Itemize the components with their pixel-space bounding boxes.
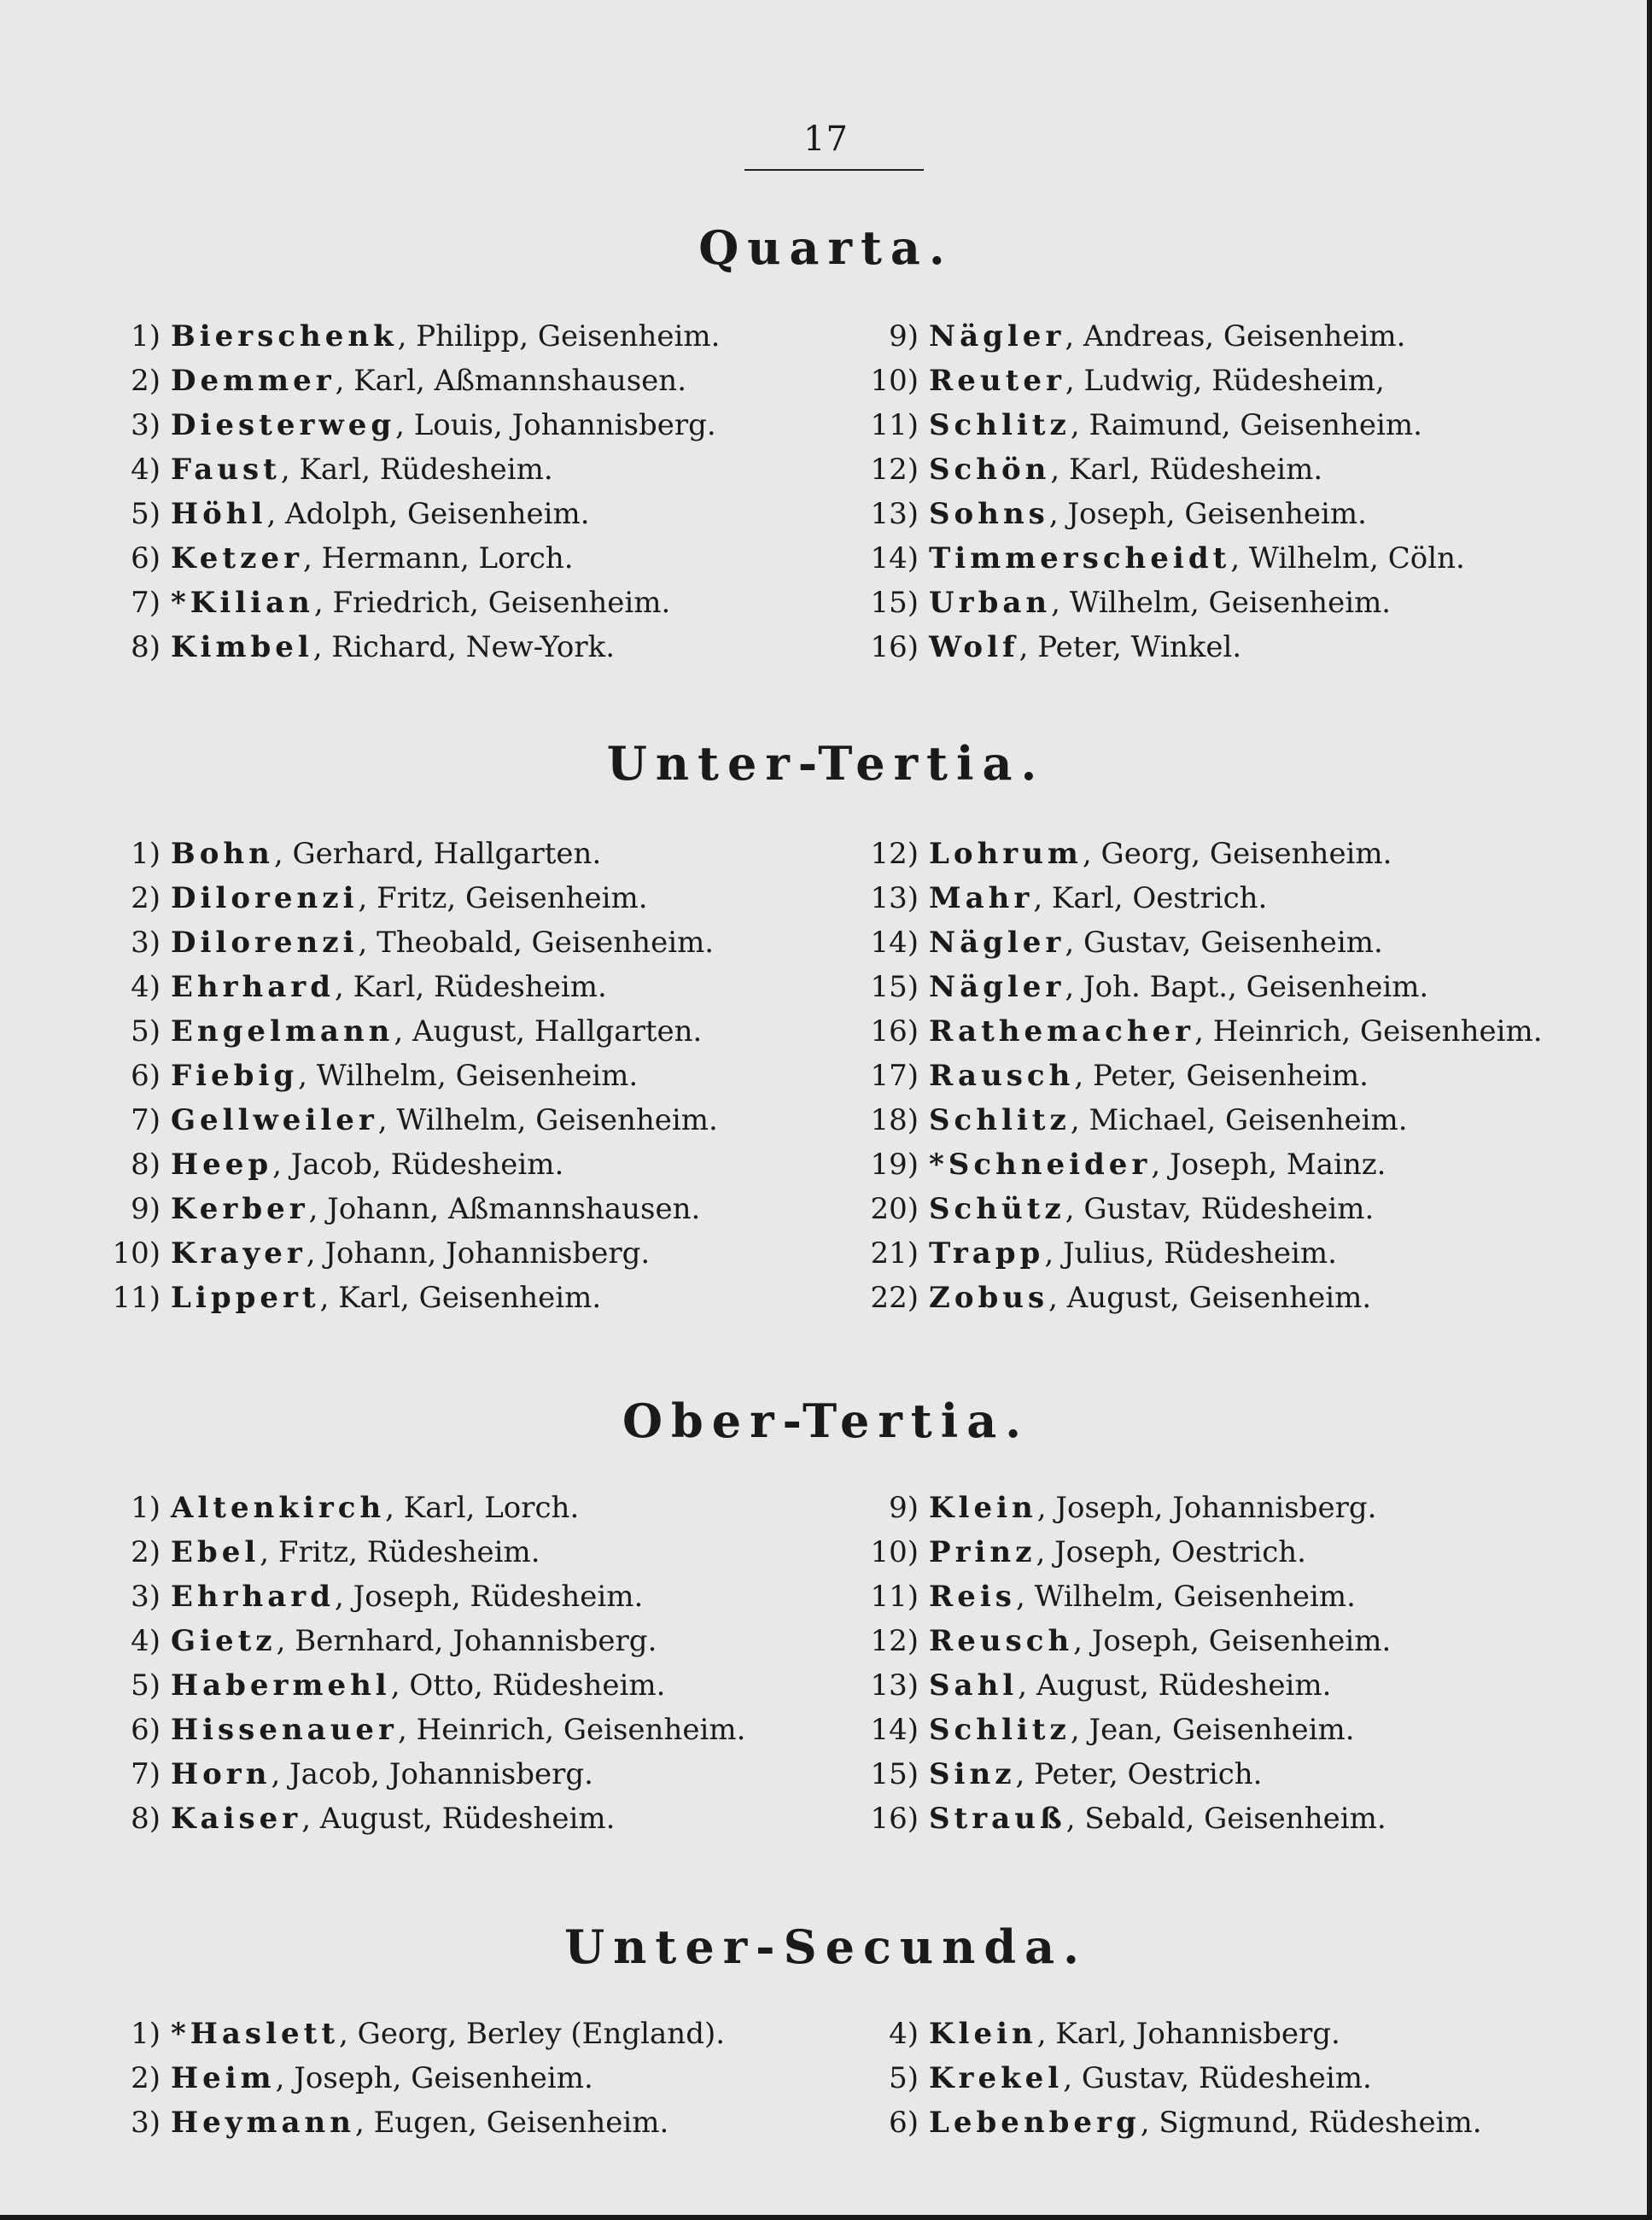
student-details: , Wilhelm, Geisenheim. [1015, 1580, 1356, 1614]
student-entry [859, 314, 1465, 359]
entry-number: 9) [889, 319, 919, 353]
student-details: , Heinrich, Geisenheim. [1194, 1014, 1543, 1049]
entry-number: 16) [870, 630, 919, 664]
unter-tertia-right-list [859, 832, 1543, 1320]
student-surname: *Schneider [929, 1148, 1152, 1182]
student-surname: Lippert [171, 1281, 320, 1315]
student-surname: Reuter [929, 364, 1065, 398]
student-surname: Timmerscheidt [929, 541, 1231, 575]
student-entry [101, 1708, 745, 1752]
student-details: , Ludwig, Rüdesheim, [1065, 364, 1385, 398]
student-surname: Sahl [929, 1668, 1019, 1703]
entry-number: 6) [131, 541, 161, 575]
entry-number: 3) [131, 2106, 161, 2140]
student-surname: Heymann [171, 2106, 355, 2140]
entry-number: 19) [870, 1148, 919, 1182]
entry-number: 8) [131, 1148, 161, 1182]
student-details: , Jacob, Johannisberg. [271, 1757, 593, 1791]
entry-number: 4) [131, 970, 161, 1004]
unter-secunda-right-list [859, 2012, 1482, 2145]
student-surname: Klein [929, 2017, 1037, 2051]
entry-number: 1) [131, 1491, 161, 1525]
entry-number: 15) [870, 586, 919, 620]
header-rule [744, 169, 924, 171]
student-surname: Ehrhard [171, 1580, 335, 1614]
student-details: , Gustav, Rüdesheim. [1065, 1192, 1375, 1226]
entry-number: 1) [131, 319, 161, 353]
student-entry [101, 1231, 718, 1276]
entry-number: 5) [131, 1014, 161, 1049]
student-entry [101, 1574, 745, 1619]
student-details: , August, Rüdesheim. [301, 1802, 616, 1836]
entry-number: 10) [112, 1236, 161, 1271]
student-surname: Dilorenzi [171, 926, 359, 960]
student-surname: Rathemacher [929, 1014, 1195, 1049]
student-entry [859, 359, 1465, 403]
entry-number: 22) [870, 1281, 919, 1315]
student-details: , August, Rüdesheim. [1018, 1668, 1332, 1703]
student-entry [859, 2012, 1482, 2056]
student-surname: Strauß [929, 1802, 1066, 1836]
ober-tertia-right-list [859, 1486, 1391, 1841]
student-details: , Joseph, Johannisberg. [1036, 1491, 1377, 1525]
page-number: 17 [803, 120, 849, 159]
student-entry [859, 536, 1465, 581]
student-details: , Gerhard, Hallgarten. [273, 837, 602, 871]
student-surname: Nägler [929, 970, 1065, 1004]
student-details: , Raimund, Geisenheim. [1070, 408, 1422, 442]
student-details: , Joseph, Geisenheim. [1048, 497, 1367, 531]
student-details: , Peter, Oestrich. [1015, 1757, 1263, 1791]
quarta-right-list [859, 314, 1465, 669]
student-surname: Gietz [171, 1624, 277, 1658]
student-entry [859, 581, 1465, 625]
student-surname: Rausch [929, 1059, 1075, 1093]
student-details: , Sebald, Geisenheim. [1065, 1802, 1386, 1836]
student-surname: Heim [171, 2061, 276, 2095]
student-surname: Reusch [929, 1624, 1074, 1658]
student-entry [101, 1009, 718, 1054]
student-details: , Julius, Rüdesheim. [1044, 1236, 1337, 1271]
student-surname: Horn [171, 1757, 271, 1791]
student-details: , Karl, Rüdesheim. [1050, 453, 1323, 487]
student-entry [859, 1663, 1391, 1708]
student-details: , Joseph, Mainz. [1151, 1148, 1386, 1182]
student-surname: Fiebig [171, 1059, 299, 1093]
student-entry [101, 920, 718, 965]
student-details: , Karl, Geisenheim. [319, 1281, 602, 1315]
student-surname: Dilorenzi [171, 881, 359, 915]
student-surname: Habermehl [171, 1668, 391, 1703]
unter-tertia-left-list [101, 832, 718, 1320]
student-surname: Kerber [171, 1192, 309, 1226]
student-entry [101, 625, 720, 669]
entry-number: 1) [131, 837, 161, 871]
entry-number: 5) [131, 1668, 161, 1703]
entry-number: 6) [889, 2106, 919, 2140]
student-details: , Heinrich, Geisenheim. [397, 1713, 746, 1747]
student-surname: *Haslett [171, 2017, 340, 2051]
student-details: , Fritz, Geisenheim. [358, 881, 648, 915]
student-entry [101, 2056, 725, 2100]
student-entry [859, 403, 1465, 447]
student-entry [101, 1276, 718, 1320]
student-details: , Richard, New-York. [312, 630, 616, 664]
entry-number: 3) [131, 408, 161, 442]
student-details: , Wilhelm, Geisenheim. [1051, 586, 1392, 620]
student-details: , Karl, Lorch. [385, 1491, 580, 1525]
student-details: , Gustav, Rüdesheim. [1063, 2061, 1372, 2095]
student-surname: Schlitz [929, 1103, 1071, 1137]
student-surname: Höhl [171, 497, 267, 531]
section-title-unter-tertia: Unter-Tertia. [606, 736, 1046, 791]
entry-number: 2) [131, 1535, 161, 1569]
student-surname: Nägler [929, 319, 1065, 353]
entry-number: 16) [870, 1014, 919, 1049]
section-title-quarta: Quarta. [698, 220, 954, 275]
entry-number: 7) [131, 1757, 161, 1791]
student-entry [101, 832, 718, 876]
student-surname: Reis [929, 1580, 1016, 1614]
entry-number: 11) [112, 1281, 161, 1315]
entry-number: 6) [131, 1059, 161, 1093]
entry-number: 2) [131, 881, 161, 915]
student-details: , Karl, Rüdesheim. [334, 970, 607, 1004]
student-details: , Peter, Geisenheim. [1074, 1059, 1369, 1093]
entry-number: 14) [870, 541, 919, 575]
student-surname: Krekel [929, 2061, 1064, 2095]
student-details: , Hermann, Lorch. [303, 541, 574, 575]
entry-number: 11) [870, 408, 919, 442]
student-details: , Friedrich, Geisenheim. [313, 586, 671, 620]
student-entry [101, 1142, 718, 1187]
student-details: , Joseph, Geisenheim. [275, 2061, 593, 2095]
student-surname: Lebenberg [929, 2106, 1141, 2140]
entry-number: 12) [870, 837, 919, 871]
student-details: , Johann, Johannisberg. [306, 1236, 651, 1271]
student-details: , Theobald, Geisenheim. [358, 926, 715, 960]
student-surname: Urban [929, 586, 1052, 620]
student-details: , Karl, Rüdesheim. [280, 453, 553, 487]
entry-number: 4) [131, 1624, 161, 1658]
student-entry [859, 832, 1543, 876]
student-surname: Wolf [929, 630, 1019, 664]
student-details: , Karl, Johannisberg. [1036, 2017, 1340, 2051]
student-entry [859, 965, 1543, 1009]
student-surname: Klein [929, 1491, 1037, 1525]
student-entry [859, 2100, 1482, 2145]
student-details: , Eugen, Geisenheim. [354, 2106, 669, 2140]
entry-number: 15) [870, 1757, 919, 1791]
student-surname: Schön [929, 453, 1051, 487]
unter-secunda-left-list [101, 2012, 725, 2145]
entry-number: 8) [131, 1802, 161, 1836]
student-entry [859, 1231, 1543, 1276]
entry-number: 20) [870, 1192, 919, 1226]
student-entry [859, 1098, 1543, 1142]
entry-number: 2) [131, 2061, 161, 2095]
student-entry [859, 1796, 1391, 1841]
student-surname: Krayer [171, 1236, 306, 1271]
student-details: , Joseph, Rüdesheim. [334, 1580, 644, 1614]
student-surname: Schütz [929, 1192, 1065, 1226]
entry-number: 1) [131, 2017, 161, 2051]
entry-number: 7) [131, 586, 161, 620]
student-surname: Diesterweg [171, 408, 396, 442]
student-entry [101, 965, 718, 1009]
student-surname: Demmer [171, 364, 336, 398]
student-details: , Georg, Berley (England). [339, 2017, 726, 2051]
student-details: , Jacob, Rüdesheim. [272, 1148, 564, 1182]
entry-number: 5) [131, 497, 161, 531]
entry-number: 18) [870, 1103, 919, 1137]
entry-number: 2) [131, 364, 161, 398]
student-details: , Adolph, Geisenheim. [266, 497, 590, 531]
student-entry [101, 1486, 745, 1530]
student-entry [859, 1752, 1391, 1796]
entry-number: 4) [889, 2017, 919, 2051]
student-details: , August, Hallgarten. [394, 1014, 703, 1049]
student-surname: Mahr [929, 881, 1034, 915]
student-entry [859, 1009, 1543, 1054]
entry-number: 5) [889, 2061, 919, 2095]
student-surname: Sohns [929, 497, 1049, 531]
student-surname: *Kilian [171, 586, 314, 620]
entry-number: 13) [870, 881, 919, 915]
student-details: , Gustav, Geisenheim. [1065, 926, 1383, 960]
student-surname: Prinz [929, 1535, 1036, 1569]
student-details: , Wilhelm, Geisenheim. [298, 1059, 639, 1093]
student-entry [101, 1187, 718, 1231]
student-entry [101, 2100, 725, 2145]
student-surname: Zobus [929, 1281, 1049, 1315]
student-surname: Nägler [929, 926, 1065, 960]
student-surname: Schlitz [929, 408, 1071, 442]
student-entry [859, 920, 1543, 965]
student-entry [859, 625, 1465, 669]
entry-number: 16) [870, 1802, 919, 1836]
student-surname: Bohn [171, 837, 274, 871]
student-entry [101, 1619, 745, 1663]
student-entry [101, 1054, 718, 1098]
entry-number: 4) [131, 453, 161, 487]
entry-number: 14) [870, 1713, 919, 1747]
student-entry [859, 1486, 1391, 1530]
student-entry [101, 1098, 718, 1142]
student-surname: Trapp [929, 1236, 1045, 1271]
student-details: , Otto, Rüdesheim. [390, 1668, 666, 1703]
student-details: , Karl, Aßmannshausen. [335, 364, 687, 398]
student-entry [859, 447, 1465, 492]
entry-number: 13) [870, 1668, 919, 1703]
student-surname: Heep [171, 1148, 273, 1182]
student-entry [859, 1054, 1543, 1098]
student-entry [859, 1574, 1391, 1619]
student-details: , Joseph, Oestrich. [1036, 1535, 1306, 1569]
student-surname: Sinz [929, 1757, 1016, 1791]
student-entry [859, 876, 1543, 920]
entry-number: 6) [131, 1713, 161, 1747]
entry-number: 9) [131, 1192, 161, 1226]
student-entry [859, 1142, 1543, 1187]
entry-number: 14) [870, 926, 919, 960]
student-entry [859, 1276, 1543, 1320]
student-entry [101, 2012, 725, 2056]
student-entry [101, 876, 718, 920]
student-details: , Peter, Winkel. [1019, 630, 1242, 664]
student-surname: Altenkirch [171, 1491, 386, 1525]
student-surname: Ebel [171, 1535, 260, 1569]
student-details: , Andreas, Geisenheim. [1065, 319, 1406, 353]
entry-number: 9) [889, 1491, 919, 1525]
entry-number: 10) [870, 1535, 919, 1569]
student-entry [101, 359, 720, 403]
section-title-ober-tertia: Ober-Tertia. [622, 1393, 1030, 1448]
student-details: , Karl, Oestrich. [1033, 881, 1268, 915]
student-entry [859, 1530, 1391, 1574]
student-surname: Bierschenk [171, 319, 398, 353]
quarta-left-list [101, 314, 720, 669]
entry-number: 17) [870, 1059, 919, 1093]
entry-number: 12) [870, 1624, 919, 1658]
student-entry [859, 1619, 1391, 1663]
student-details: , Fritz, Rüdesheim. [260, 1535, 540, 1569]
student-details: , Bernhard, Johannisberg. [276, 1624, 657, 1658]
entry-number: 15) [870, 970, 919, 1004]
student-entry [101, 492, 720, 536]
student-details: , Joh. Bapt., Geisenheim. [1065, 970, 1429, 1004]
student-surname: Faust [171, 453, 281, 487]
entry-number: 3) [131, 926, 161, 960]
student-surname: Schlitz [929, 1713, 1071, 1747]
student-entry [101, 1663, 745, 1708]
student-entry [101, 581, 720, 625]
ober-tertia-left-list [101, 1486, 745, 1841]
student-entry [859, 1187, 1543, 1231]
student-surname: Engelmann [171, 1014, 394, 1049]
student-details: , Michael, Geisenheim. [1070, 1103, 1408, 1137]
entry-number: 12) [870, 453, 919, 487]
student-entry [101, 447, 720, 492]
student-entry [101, 403, 720, 447]
student-surname: Ehrhard [171, 970, 335, 1004]
student-entry [101, 1530, 745, 1574]
student-details: , Wilhelm, Cöln. [1230, 541, 1465, 575]
student-surname: Kimbel [171, 630, 313, 664]
entry-number: 11) [870, 1580, 919, 1614]
student-details: , Philipp, Geisenheim. [397, 319, 721, 353]
student-details: , Jean, Geisenheim. [1070, 1713, 1355, 1747]
entry-number: 3) [131, 1580, 161, 1614]
entry-number: 10) [870, 364, 919, 398]
entry-number: 13) [870, 497, 919, 531]
student-entry [859, 1708, 1391, 1752]
student-details: , Joseph, Geisenheim. [1073, 1624, 1392, 1658]
student-surname: Kaiser [171, 1802, 302, 1836]
student-surname: Lohrum [929, 837, 1083, 871]
entry-number: 21) [870, 1236, 919, 1271]
entry-number: 8) [131, 630, 161, 664]
section-title-unter-secunda: Unter-Secunda. [564, 1919, 1088, 1974]
student-surname: Gellweiler [171, 1103, 378, 1137]
student-details: , Georg, Geisenheim. [1082, 837, 1392, 871]
student-surname: Hissenauer [171, 1713, 398, 1747]
student-surname: Ketzer [171, 541, 303, 575]
student-entry [101, 314, 720, 359]
student-entry [101, 1796, 745, 1841]
student-entry [859, 492, 1465, 536]
student-entry [101, 536, 720, 581]
student-details: , Wilhelm, Geisenheim. [377, 1103, 718, 1137]
student-details: , Sigmund, Rüdesheim. [1140, 2106, 1482, 2140]
student-entry [859, 2056, 1482, 2100]
student-details: , Johann, Aßmannshausen. [308, 1192, 701, 1226]
student-details: , August, Geisenheim. [1048, 1281, 1372, 1315]
student-details: , Louis, Johannisberg. [395, 408, 716, 442]
student-entry [101, 1752, 745, 1796]
entry-number: 7) [131, 1103, 161, 1137]
